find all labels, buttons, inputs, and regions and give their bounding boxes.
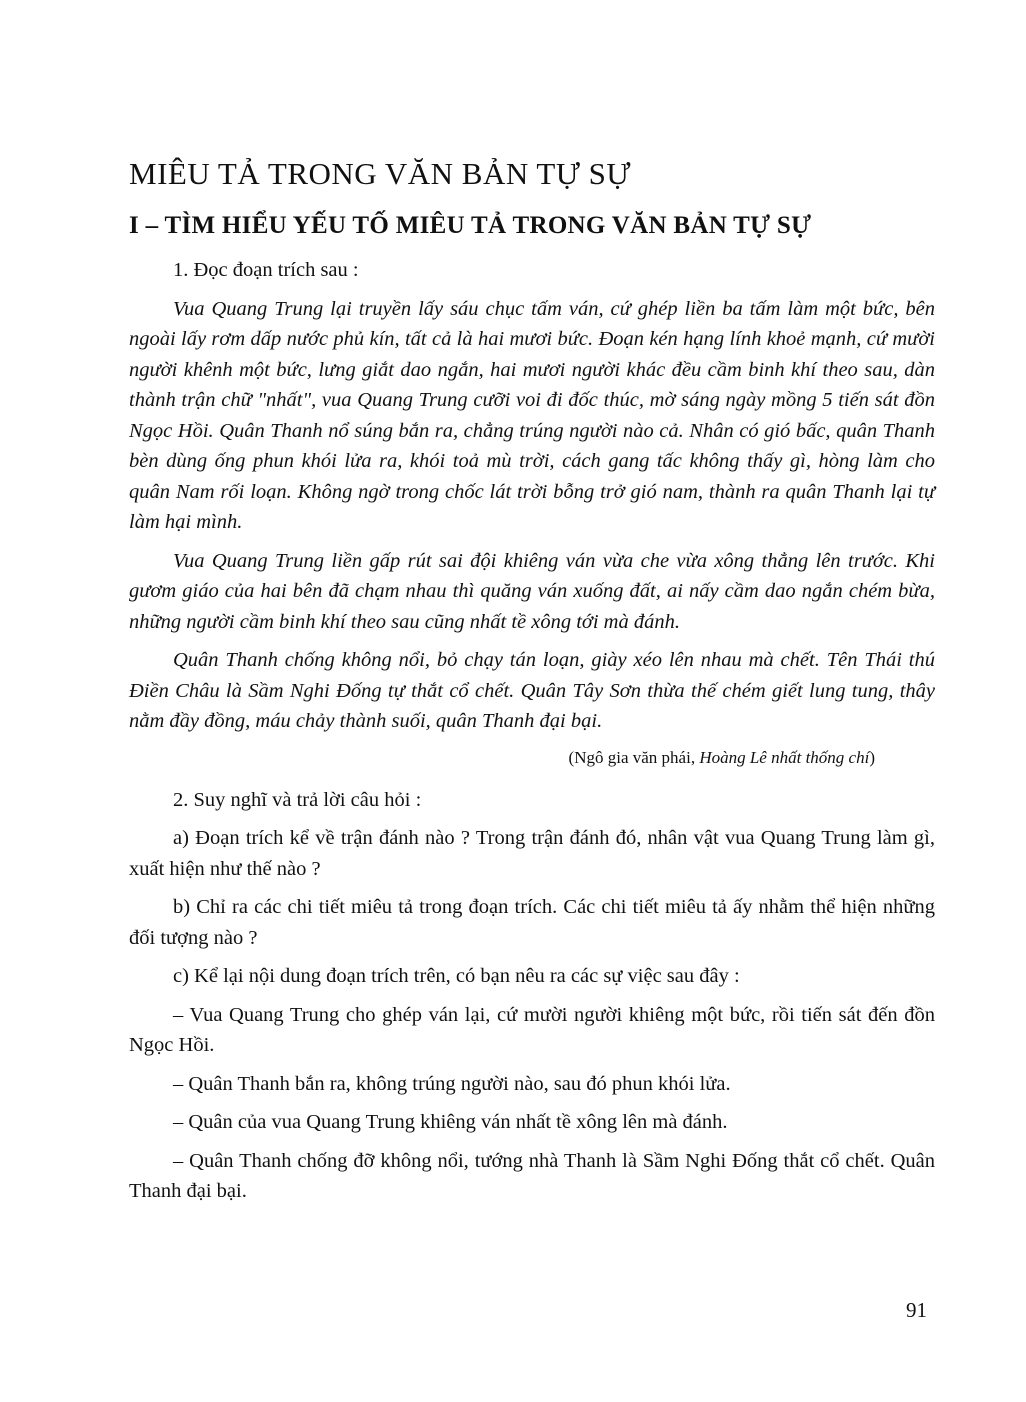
question-a: a) Đoạn trích kể về trận đánh nào ? Trong trận đánh đó, nhân vật vua Quang Trung làm gì, xuất hiện như thế nào ?: [129, 827, 935, 880]
body-text: [129, 255, 935, 1215]
passage-citation: [129, 745, 875, 771]
citation-end: ): [869, 747, 875, 767]
event-item: – Quân Thanh bắn ra, không trúng người nào, sau đó phun khói lửa.: [173, 1072, 731, 1095]
passage-paragraph-3: Quân Thanh chống không nổi, bỏ chạy tán loạn, giày xéo lên nhau mà chết. Tên Thái thú Điền Châu là Sầm Nghi Đống tự thắt cổ chết. Quân Tây Sơn thừa thế chém giết lung tung, thây nằm đầy đồng, máu chảy thành suối, quân Thanh đại bại.: [129, 649, 935, 732]
citation-author: (Ngô gia văn phái,: [568, 747, 700, 767]
passage-paragraph-2: Vua Quang Trung liền gấp rút sai đội khiêng ván vừa che vừa xông thẳng lên trước. Khi gươm giáo của hai bên đã chạm nhau thì quăng ván xuống đất, ai nấy cầm dao ngắn chém bừa, những người cầm binh khí theo sau cũng nhất tề xông tới mà đánh.: [129, 549, 935, 633]
item-1-label: 1. Đọc đoạn trích sau :: [173, 259, 359, 281]
page-title: MIÊU TẢ TRONG VĂN BẢN TỰ SỰ: [129, 156, 631, 191]
event-item: – Quân của vua Quang Trung khiêng ván nhất tề xông lên mà đánh.: [173, 1111, 728, 1133]
question-b: b) Chỉ ra các chi tiết miêu tả trong đoạn trích. Các chi tiết miêu tả ấy nhằm thể hiện những đối tượng nào ?: [129, 896, 935, 949]
passage-paragraph-1: Vua Quang Trung lại truyền lấy sáu chục tấm ván, cứ ghép liền ba tấm làm một bức, bên ngoài lấy rơm dấp nước phủ kín, tất cả là hai mươi bức. Đoạn kén hạng lính khoẻ mạnh, cứ mười người khênh một bức, lưng giắt dao ngắn, hai mươi người khác đều cầm binh khí theo sau, dàn thành trận chữ "nhất", vua Quang Trung cưỡi voi đi đốc thúc, mờ sáng ngày mồng 5 tiến sát đồn Ngọc Hồi. Quân Thanh nổ súng bắn ra, chẳng trúng người nào cả. Nhân có gió bấc, quân Thanh bèn dùng ống phun khói lửa ra, khói toả mù trời, cách gang tấc không thấy gì, hòng làm cho quân Nam rối loạn. Không ngờ trong chốc lát trời bỗng trở gió nam, thành ra quân Thanh lại tự làm hại mình.: [129, 297, 935, 533]
citation-source: Hoàng Lê nhất thống chí: [699, 747, 870, 767]
event-item: – Quân Thanh chống đỡ không nổi, tướng nhà Thanh là Sầm Nghi Đống thắt cổ chết. Quân Thanh đại bại.: [129, 1149, 935, 1202]
question-c: c) Kể lại nội dung đoạn trích trên, có bạn nêu ra các sự việc sau đây :: [173, 965, 740, 987]
excerpt-passage: [129, 294, 935, 737]
section-heading: I – TÌM HIỂU YẾU TỐ MIÊU TẢ TRONG VĂN BẢN TỰ SỰ: [129, 212, 812, 239]
item-2-label: 2. Suy nghĩ và trả lời câu hỏi :: [173, 788, 422, 811]
event-item: – Vua Quang Trung cho ghép ván lại, cứ mười người khiêng một bức, rồi tiến sát đến đồn Ngọc Hồi.: [129, 1003, 935, 1056]
page-number: 91: [906, 1298, 927, 1322]
